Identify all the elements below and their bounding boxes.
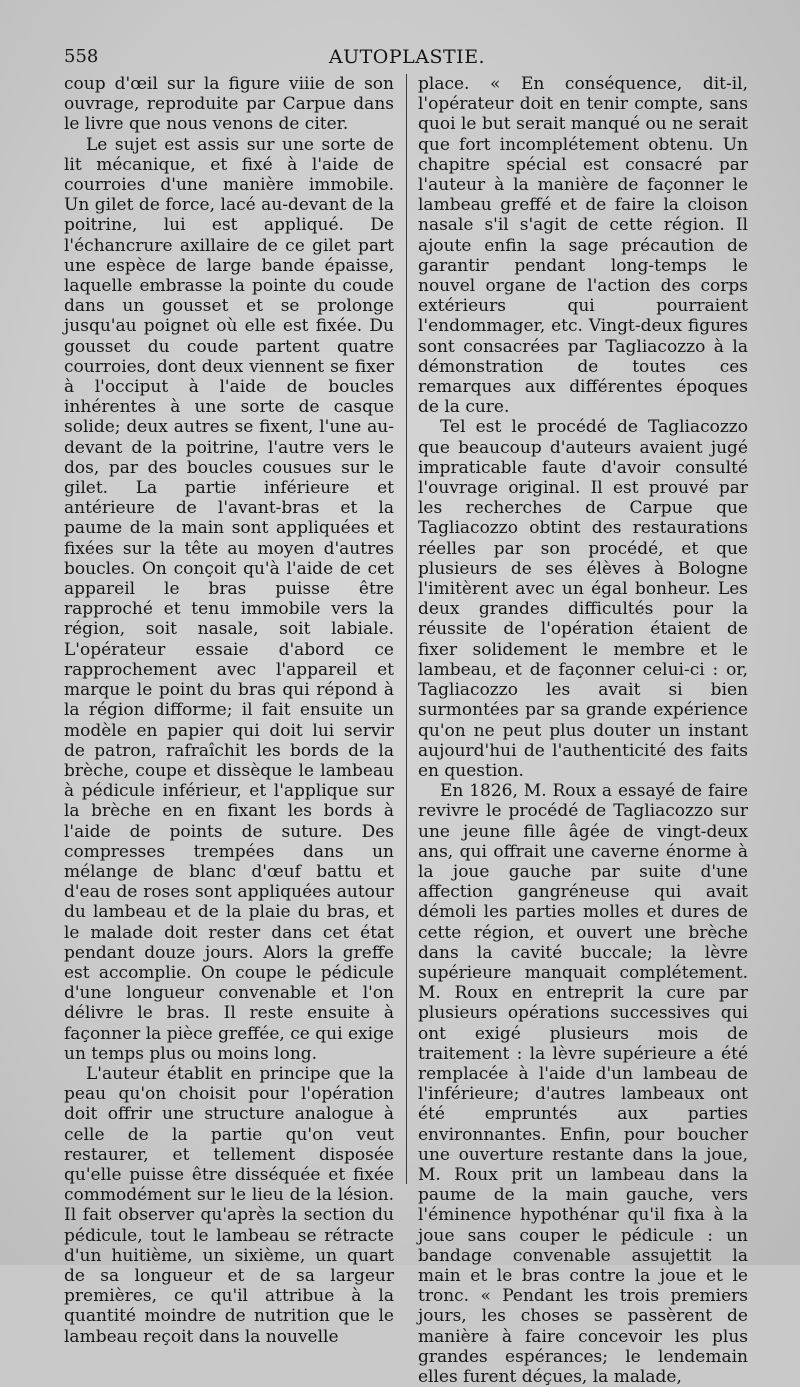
- paragraph: En 1826, M. Roux a essayé de faire revivre le procédé de Tagliacozzo sur une jeune fille âgée de vingt-deux ans, qui offrait une caverne énorme à la joue gauche par suite d'une affection gangréneuse qui avait démoli les parties molles et dures de cette région, et ouvert une brèche dans la cavité buccale; la lèvre supérieure manquait complétement. M. Roux en entreprit la cure par plusieurs opérations successives qui ont exigé plusieurs mois de traitement : la lèvre supérieure a été remplacée à l'aide d'un lambeau de l'inférieure; d'autres lambeaux ont été empruntés aux parties environnantes. Enfin, pour boucher une ouverture restante dans la joue, M. Roux prit un lambeau dans la paume de la main gauche, vers l'éminence hypothénar qu'il fixa à la joue sans couper le pédicule : un bandage convenable assujettit la main et le bras contre la joue et le tronc. « Pendant les trois premiers jours, les choses se passèrent de manière à faire concevoir les plus grandes espérances; le lendemain elles furent déçues, la malade,: [418, 781, 748, 1387]
- paragraph: Tel est le procédé de Tagliacozzo que beaucoup d'auteurs avaient jugé impraticable faute d'avoir consulté l'ouvrage original. Il est prouvé par les recherches de Carpue que Tagliacozzo obtint des restaurations réelles par son procédé, et que plusieurs de ses élèves à Bologne l'imitèrent avec un égal bonheur. Les deux grandes difficultés pour la réussite de l'opération étaient de fixer solidement le membre et le lambeau, et de façonner celui-ci : or, Tagliacozzo les avait si bien surmontées par sa grande expérience qu'on ne peut plus douter un instant aujourd'hui de l'authenticité des faits en question.: [418, 417, 748, 781]
- page-header: [64, 46, 750, 72]
- paragraph: coup d'œil sur la figure viiie de son ouvrage, reproduite par Carpue dans le livre que nous venons de citer.: [64, 74, 394, 135]
- left-column: [64, 74, 394, 1347]
- paragraph: L'auteur établit en principe que la peau qu'on choisit pour l'opération doit offrir une structure analogue à celle de la partie qu'on veut restaurer, et tellement disposée qu'elle puisse être disséquée et fixée commodément sur le lieu de la lésion. Il fait observer qu'après la section du pédicule, tout le lambeau se rétracte d'un huitième, un sixième, un quart de sa longueur et de sa largeur premières, ce qu'il attribue à la quantité moindre de nutrition que le lambeau reçoit dans la nouvelle: [64, 1063, 394, 1347]
- column-divider: [406, 74, 407, 1184]
- page-number: 558: [64, 46, 99, 67]
- running-title: AUTOPLASTIE.: [328, 46, 486, 68]
- paragraph: Le sujet est assis sur une sorte de lit mécanique, et fixé à l'aide de courroies d'une manière immobile. Un gilet de force, lacé au-devant de la poitrine, lui est appliqué. De l'échancrure axillaire de ce gilet part une espèce de large bande épaisse, laquelle embrasse la pointe du coude dans un gousset et se prolonge jusqu'au poignet où elle est fixée. Du gousset du coude partent quatre courroies, dont deux viennent se fixer à l'occiput à l'aide de boucles inhérentes à une sorte de casque solide; deux autres se fixent, l'une au-devant de la poitrine, l'autre vers le dos, par des boucles cousues sur le gilet. La partie inférieure et antérieure de l'avant-bras et la paume de la main sont appliquées et fixées sur la tête au moyen d'autres boucles. On conçoit qu'à l'aide de cet appareil le bras puisse être rapproché et tenu immobile vers la région, soit nasale, soit labiale. L'opérateur essaie d'abord ce rapprochement avec l'appareil et marque le point du bras qui répond à la région difforme; il fait ensuite un modèle en papier qui doit lui servir de patron, rafraîchit les bords de la brèche, coupe et dissèque le lambeau à pédicule inférieur, et l'applique sur la brèche en en fixant les bords à l'aide de points de suture. Des compresses trempées dans un mélange de blanc d'œuf battu et d'eau de roses sont appliquées autour du lambeau et de la plaie du bras, et le malade doit rester dans cet état pendant douze jours. Alors la greffe est accomplie. On coupe le pédicule d'une longueur convenable et l'on délivre le bras. Il reste ensuite à façonner la pièce greffée, ce qui exige un temps plus ou moins long.: [64, 134, 394, 1064]
- right-column: [418, 74, 748, 1387]
- paragraph: place. « En conséquence, dit-il, l'opérateur doit en tenir compte, sans quoi le but serait manqué ou ne serait que fort incomplétement obtenu. Un chapitre spécial est consacré par l'auteur à la manière de façonner le lambeau greffé et de faire la cloison nasale s'il s'agit de cette région. Il ajoute enfin la sage précaution de garantir pendant long-temps le nouvel organe de l'action des corps extérieurs qui pourraient l'endommager, etc. Vingt-deux figures sont consacrées par Tagliacozzo à la démonstration de toutes ces remarques aux différentes époques de la cure.: [418, 74, 748, 418]
